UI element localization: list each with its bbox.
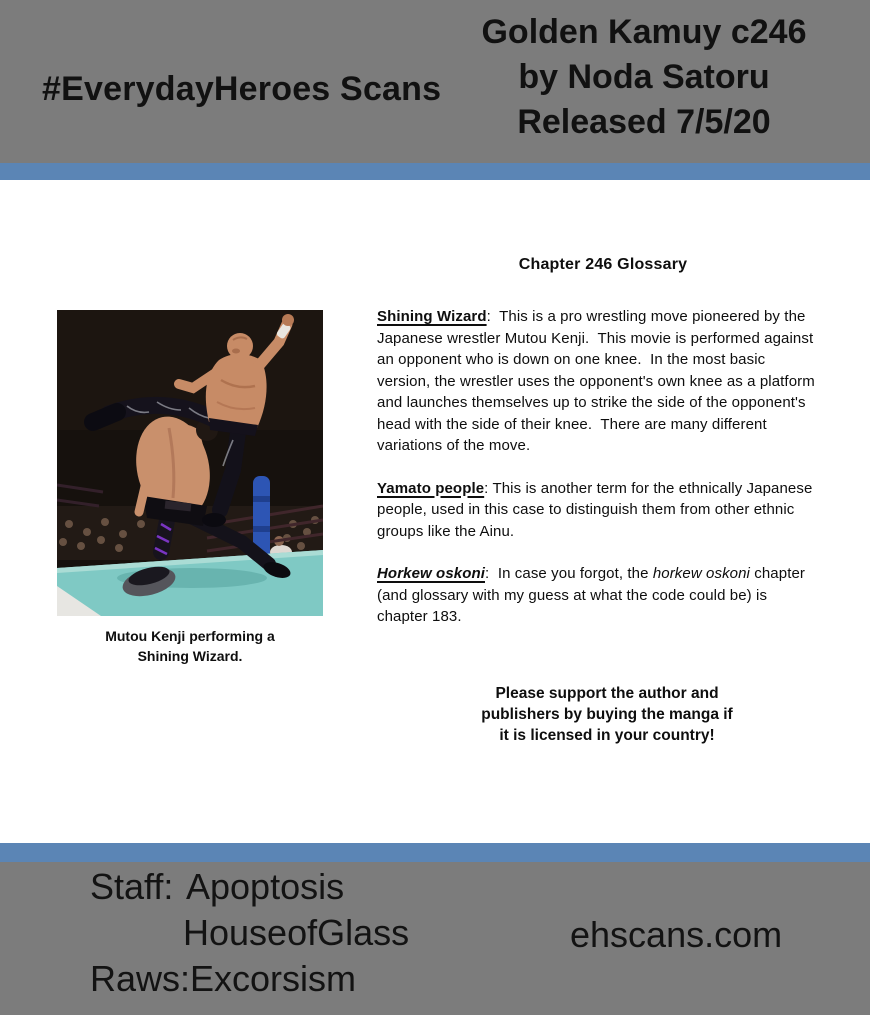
glossary-colon: : xyxy=(486,308,491,325)
photo-caption xyxy=(57,626,323,666)
wrestling-photo xyxy=(57,310,323,616)
glossary-term: Shining Wizard xyxy=(377,308,487,325)
release-title-line: Golden Kamuy c246 xyxy=(481,13,807,51)
support-note-line: Please support the author and xyxy=(495,685,719,702)
glossary-term: Horkew oskoni xyxy=(377,565,485,582)
glossary-entry-horkew-oskoni xyxy=(377,563,818,628)
glossary-entry-shining-wizard xyxy=(377,306,818,457)
support-note xyxy=(437,683,777,746)
glossary-term: Yamato people xyxy=(377,479,485,497)
glossary-definition: chapter (and glossary with my guess at what the code could be) is chapter 183. xyxy=(377,565,810,625)
glossary-definition: This is a pro wrestling move pioneered by the Japanese wrestler Mutou Kenji. This movie is performed against an opponent who is down on one knee. In the most basic version, the wrestler uses the opponent's own knee as a platform and launches themselves up to strike the side of the opponent's head with the side of their knee. There are many different variations of the move. xyxy=(377,308,820,454)
staff-member: Apoptosis xyxy=(186,866,345,907)
support-note-line: it is licensed in your country! xyxy=(499,727,715,744)
glossary-heading: Chapter 246 Glossary xyxy=(518,256,688,273)
photo-caption-line: Mutou Kenji performing a xyxy=(105,628,275,644)
raws-source: Excorsism xyxy=(190,958,357,999)
glossary-definition: This is another term for the ethnically Japanese people, used in this case to distinguish them from other ethnic groups like the Ainu. xyxy=(377,479,817,540)
glossary-colon: : xyxy=(485,565,490,582)
website-url: ehscans.com xyxy=(570,914,783,955)
footer-divider-stripe xyxy=(0,843,870,862)
photo-caption-line: Shining Wizard. xyxy=(137,648,243,664)
support-note-line: publishers by buying the manga if xyxy=(481,706,733,723)
release-info xyxy=(468,10,820,145)
glossary-definition: In case you forgot, the xyxy=(489,565,653,582)
raws-label: Raws: xyxy=(90,958,191,999)
glossary-entry-yamato-people xyxy=(377,478,818,543)
header-divider-stripe xyxy=(0,163,870,180)
glossary-colon: : xyxy=(484,479,489,497)
wrestling-photo-graphic xyxy=(57,310,323,616)
scan-group-title: #EverydayHeroes Scans xyxy=(42,70,442,108)
glossary-definition-italic: horkew oskoni xyxy=(652,565,750,582)
staff-label: Staff: xyxy=(90,866,174,907)
release-author-line: by Noda Satoru xyxy=(518,58,770,96)
release-date-line: Released 7/5/20 xyxy=(517,103,771,141)
staff-member: HouseofGlass xyxy=(183,912,410,953)
glossary-body xyxy=(377,306,818,649)
